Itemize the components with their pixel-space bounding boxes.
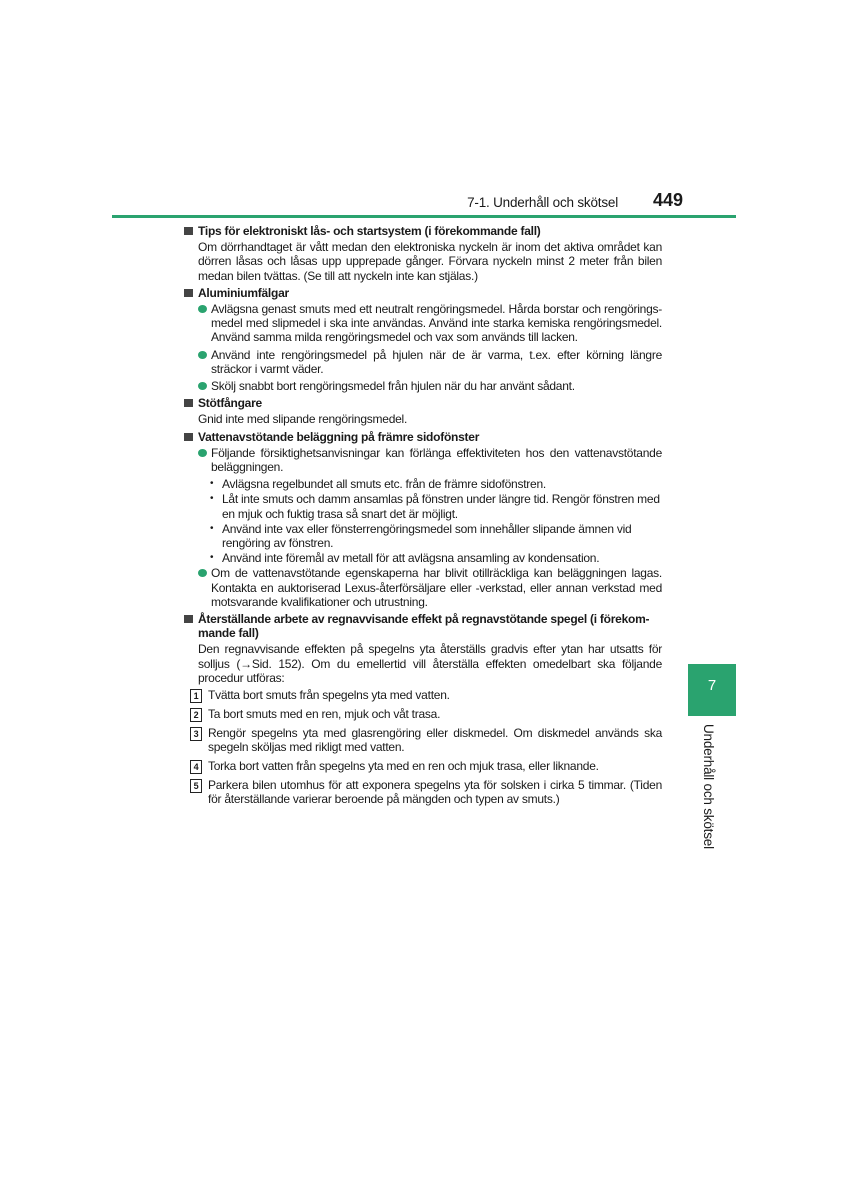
step-number: 5 — [190, 779, 202, 793]
list-item: Avlägsna genast smuts med ett neutralt rengöringsmedel. Hårda borstar och rengörings-medel med slipmedel i ska inte användas. Använd inte starka kemiska rengöringsmedel. Använd samma milda rengöringsmedel och vax som används till lacken. — [198, 302, 662, 345]
section-heading: Återställande arbete av regnavvisande effekt på regnavstötande spegel (i förekom-mande fall) — [184, 612, 662, 640]
dot-bullet-icon: • — [210, 522, 214, 534]
dot-bullet-icon: • — [210, 478, 214, 490]
page-header — [112, 188, 736, 216]
step-item: 4 Torka bort vatten från spegelns yta med en ren och mjuk trasa, eller liknande. — [190, 759, 662, 774]
section-paragraph: Den regnavvisande effekten på spegelns yta återställs gradvis efter ytan har utsatts för solljus (→Sid. 152). Om du emellertid vill återställa effekten omedelbart ska följande procedur utföras: — [198, 642, 662, 685]
step-number: 4 — [190, 760, 202, 774]
list-item: Följande försiktighetsanvisningar kan förlänga effektiviteten hos den vattenavstötande beläggningen. — [198, 446, 662, 474]
section-paragraph: Gnid inte med slipande rengöringsmedel. — [198, 412, 408, 427]
square-bullet-icon — [184, 615, 193, 623]
section-title: 7-1. Underhåll och skötsel — [467, 195, 618, 210]
step-item: 3 Rengör spegelns yta med glasrengöring eller diskmedel. Om diskmedel används ska spegeln sköljas med rikligt med vatten. — [190, 726, 662, 754]
step-number: 1 — [190, 689, 202, 703]
section-aluminum-wheels — [184, 286, 662, 393]
square-bullet-icon — [184, 399, 193, 407]
circle-bullet-icon — [198, 305, 207, 313]
circle-bullet-icon — [198, 382, 207, 390]
step-number: 2 — [190, 708, 202, 722]
section-water-repellent — [184, 430, 662, 609]
sub-list-item: • Använd inte föremål av metall för att avlägsna ansamling av kondensation. — [210, 551, 600, 566]
sub-list-item: • Låt inte smuts och damm ansamlas på fönstren under längre tid. Rengör fönstren med en mjuk och fuktig trasa så snart det är möjligt. — [210, 492, 660, 521]
step-item: 5 Parkera bilen utomhus för att exponera spegelns yta för solsken i cirka 5 timmar. (Tiden för återställande varierar beroende på mängden och typen av smuts.) — [190, 778, 662, 806]
list-item: Om de vattenavstötande egenskaperna har blivit otillräckliga kan beläggningen lagas. Kontakta en auktoriserad Lexus-återförsäljare eller -verkstad, eller annan verkstad med motsvarande kvalifikationer och utrustning. — [198, 566, 662, 609]
circle-bullet-icon — [198, 351, 207, 359]
section-key-tips — [184, 224, 662, 283]
step-item: 1 Tvätta bort smuts från spegelns yta med vatten. — [190, 688, 662, 703]
section-rain-repellent-mirror — [184, 612, 662, 806]
section-heading: Aluminiumfälgar — [184, 286, 662, 300]
square-bullet-icon — [184, 433, 193, 441]
list-item: Skölj snabbt bort rengöringsmedel från hjulen när du har använt sådant. — [198, 379, 662, 393]
section-bumpers — [184, 396, 662, 426]
chapter-tab — [688, 664, 736, 716]
step-number: 3 — [190, 727, 202, 741]
chapter-title: Underhåll och skötsel — [701, 724, 716, 849]
section-paragraph: Om dörrhandtaget är vått medan den elektroniska nyckeln är inom det aktiva området kan dörren låsas och låsas upp upprepade gånger. Förvara nyckeln minst 2 meter från bilen medan bilen tvättas. (Se till att nyckeln inte kan stjälas.) — [198, 240, 662, 283]
square-bullet-icon — [184, 227, 193, 235]
circle-bullet-icon — [198, 449, 207, 457]
dot-bullet-icon: • — [210, 552, 214, 564]
section-heading: Vattenavstötande beläggning på främre sidofönster — [184, 430, 662, 444]
dot-bullet-icon: • — [210, 493, 214, 505]
sub-list-item: • Avlägsna regelbundet all smuts etc. från de främre sidofönstren. — [210, 477, 546, 492]
page-content — [184, 224, 662, 810]
chapter-number: 7 — [707, 677, 717, 694]
square-bullet-icon — [184, 289, 193, 297]
step-item: 2 Ta bort smuts med en ren, mjuk och våt trasa. — [190, 707, 662, 722]
chapter-side-label — [688, 724, 736, 854]
list-item: Använd inte rengöringsmedel på hjulen när de är varma, t.ex. efter körning längre sträckor i varmt väder. — [198, 348, 662, 376]
circle-bullet-icon — [198, 569, 207, 577]
page-number: 449 — [652, 190, 683, 210]
section-heading: Tips för elektroniskt lås- och startsystem (i förekommande fall) — [184, 224, 662, 238]
header-divider — [112, 215, 736, 218]
sub-list-item: • Använd inte vax eller fönsterrengöringsmedel som innehåller slipande ämnen vid rengöring av fönstren. — [210, 521, 632, 551]
section-heading: Stötfångare — [184, 396, 662, 410]
